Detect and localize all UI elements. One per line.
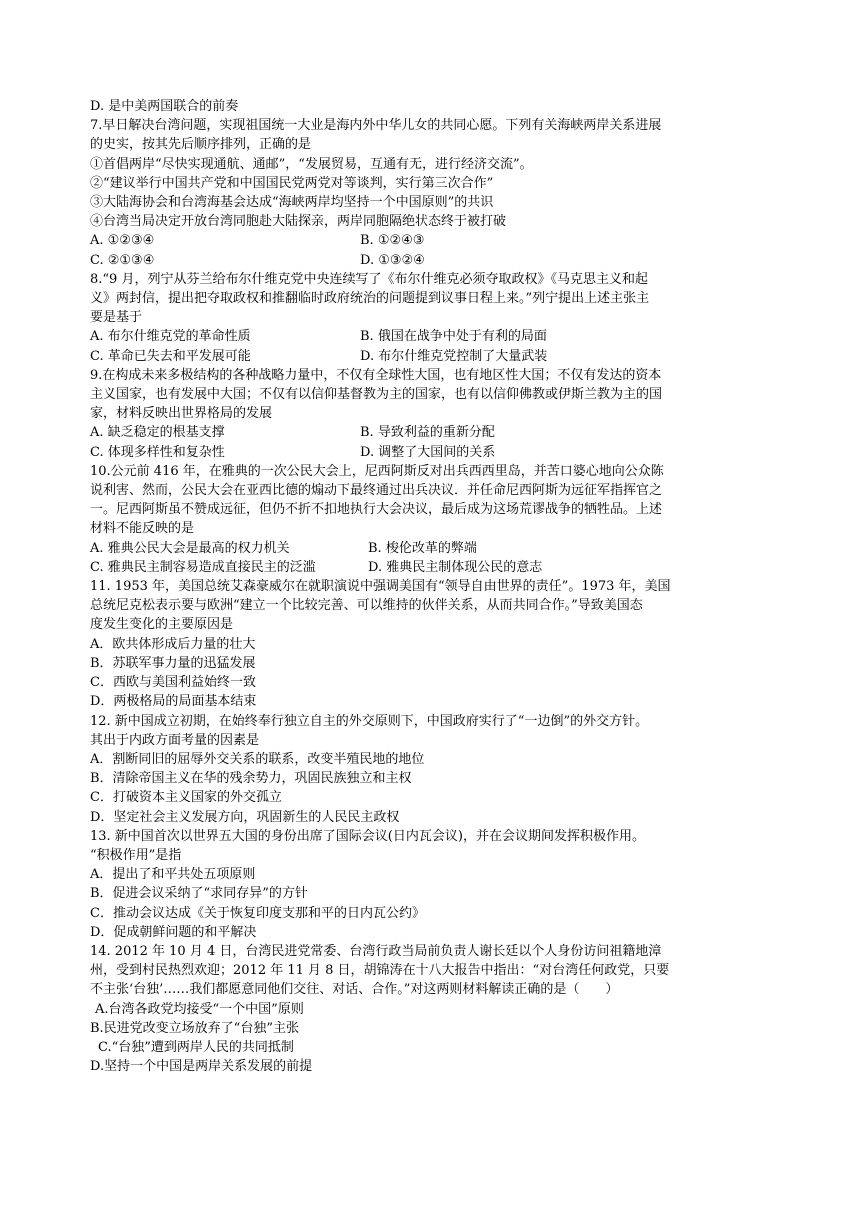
question-14 bbox=[90, 942, 770, 1076]
q12-option-d: D．坚定社会主义发展方向，巩固新生的人民民主政权 bbox=[90, 809, 400, 825]
q13-option-b: B．促进会议采纳了“求同存异”的方针 bbox=[90, 886, 308, 902]
q7-option-a: A. ①②③④ bbox=[90, 233, 155, 249]
q7-option-d: D. ①③②④ bbox=[360, 252, 425, 268]
q10-option-a: A. 雅典公民大会是最高的权力机关 bbox=[90, 540, 290, 556]
q14-option-b: B.民进党改变立场放弃了“台独”主张 bbox=[90, 1020, 299, 1036]
question-8 bbox=[90, 270, 770, 366]
q9-options-row bbox=[90, 423, 770, 442]
q8-option-d: D. 布尔什维克党控制了大量武装 bbox=[360, 348, 548, 364]
q8-options-row bbox=[90, 327, 770, 346]
q11-option-d: D．两极格局的局面基本结束 bbox=[90, 694, 257, 710]
q11-option-a: A．欧共体形成后力量的壮大 bbox=[90, 636, 256, 652]
question-13 bbox=[90, 827, 770, 942]
q7-options-row bbox=[90, 231, 770, 250]
q6-option-d: D. 是中美两国联合的前奏 bbox=[90, 99, 239, 114]
q7-option-b: B. ①②④③ bbox=[360, 233, 425, 249]
q7-stem-line: 7.早日解决台湾问题，实现祖国统一大业是海内外中华儿女的共同心愿。下列有关海峡两岸关系进展 bbox=[90, 118, 662, 134]
q14-stem-line: 14. 2012 年 10 月 4 日，台湾民进党常委、台湾行政当局前负责人谢长廷以个人身份访问祖籍地漳 bbox=[90, 943, 662, 959]
q9-option-a: A. 缺乏稳定的根基支撑 bbox=[90, 425, 225, 441]
q9-option-d: D. 调整了大国间的关系 bbox=[360, 444, 496, 460]
q9-option-c: C. 体现多样性和复杂性 bbox=[90, 444, 225, 460]
q8-option-c: C. 革命已失去和平发展可能 bbox=[90, 348, 251, 364]
q11-stem-line: 总统尼克松表示要与欧洲“建立一个比较完善、可以维持的伙伴关系，从而共同合作。”导致美国态 bbox=[90, 598, 643, 614]
q8-stem-line: 义》两封信，提出把夺取政权和推翻临时政府统治的问题提到议事日程上来。”列宁提出上述主张主 bbox=[90, 291, 650, 307]
q9-stem-line: 主义国家，也有发展中大国；不仅有以信仰基督教为主的国家，也有以信仰佛教或伊斯兰教为主的国 bbox=[90, 387, 663, 403]
q9-option-b: B. 导致利益的重新分配 bbox=[360, 425, 495, 441]
q10-options-row bbox=[90, 558, 770, 577]
q10-stem-line: 一。尼西阿斯虽不赞成远征，但仍不折不扣地执行大会决议，最后成为这场荒谬战争的牺牲品。上述 bbox=[90, 502, 663, 518]
question-7 bbox=[90, 116, 770, 270]
q10-option-c: C. 雅典民主制容易造成直接民主的泛滥 bbox=[90, 559, 316, 575]
q11-stem-line: 11. 1953 年，美国总统艾森豪威尔在就职演说中强调美国有“领导自由世界的责任”。1973 年，美国 bbox=[90, 579, 671, 595]
question-9 bbox=[90, 366, 770, 462]
q10-option-d: D. 雅典民主制体现公民的意志 bbox=[368, 559, 543, 575]
q14-stem-line: 不主张‘台独’……我们都愿意同他们交往、对话、合作。”对这两则材料解读正确的是（ ） bbox=[90, 982, 619, 998]
q10-option-b: B. 梭伦改革的弊端 bbox=[368, 540, 477, 556]
question-list bbox=[90, 97, 770, 1076]
q14-option-c: C.“台独”遭到两岸人民的共同抵制 bbox=[98, 1039, 294, 1055]
q13-stem-line: 13. 新中国首次以世界五大国的身份出席了国际会议(日内瓦会议)，并在会议期间发挥积极作用。 bbox=[90, 828, 645, 844]
q7-item-1: ①首倡两岸“尽快实现通航、通邮”，“发展贸易，互通有无，进行经济交流”。 bbox=[90, 156, 533, 172]
q7-item-2: ②“建议举行中国共产党和中国国民党两党对等谈判，实行第三次合作” bbox=[90, 175, 494, 191]
q14-option-d: D.坚持一个中国是两岸关系发展的前提 bbox=[90, 1059, 313, 1075]
question-12 bbox=[90, 712, 770, 827]
q12-option-a: A．割断同旧的屈辱外交关系的联系，改变半殖民地的地位 bbox=[90, 751, 425, 767]
q14-stem-line: 州，受到村民热烈欢迎；2012 年 11 月 8 日，胡锦涛在十八大报告中指出：“对台湾任何政党，只要 bbox=[90, 963, 670, 979]
q11-option-b: B．苏联军事力量的迅猛发展 bbox=[90, 655, 256, 671]
q12-stem-line: 其出于内政方面考量的因素是 bbox=[90, 732, 260, 748]
q13-option-c: C．推动会议达成《关于恢复印度支那和平的日内瓦公约》 bbox=[90, 905, 425, 921]
q13-option-d: D．促成朝鲜问题的和平解决 bbox=[90, 924, 257, 940]
q10-stem-line: 10.公元前 416 年，在雅典的一次公民大会上，尼西阿斯反对出兵西西里岛，并苦口婆心地向公众陈 bbox=[90, 463, 664, 479]
question-11 bbox=[90, 577, 770, 711]
q14-option-a: A.台湾各政党均接受“一个中国”原则 bbox=[95, 1001, 304, 1017]
q7-item-4: ④台湾当局决定开放台湾同胞赴大陆探亲，两岸同胞隔绝状态终于被打破 bbox=[90, 214, 507, 230]
q11-option-c: C．西欧与美国利益始终一致 bbox=[90, 675, 256, 691]
q8-option-a: A. 布尔什维克党的革命性质 bbox=[90, 329, 251, 345]
q8-option-b: B. 俄国在战争中处于有利的局面 bbox=[360, 329, 547, 345]
q9-options-row bbox=[90, 443, 770, 462]
q8-stem-line: 要是基于 bbox=[90, 310, 143, 326]
q13-stem-line: “积极作用”是指 bbox=[90, 847, 182, 863]
q8-options-row bbox=[90, 347, 770, 366]
q10-stem-line: 说利害、然而，公民大会在亚西比德的煽动下最终通过出兵决议．并任命尼西阿斯为远征军指挥官之 bbox=[90, 483, 663, 499]
q11-stem-line: 度发生变化的主要原因是 bbox=[90, 617, 234, 633]
q12-option-c: C．打破资本主义国家的外交孤立 bbox=[90, 790, 282, 806]
q12-stem-line: 12. 新中国成立初期，在始终奉行独立自主的外交原则下，中国政府实行了“一边倒”的外交方针。 bbox=[90, 713, 649, 729]
q7-stem-line: 的史实，按其先后顺序排列，正确的是 bbox=[90, 137, 312, 153]
q12-option-b: B．清除帝国主义在华的残余势力，巩固民族独立和主权 bbox=[90, 771, 412, 787]
q9-stem-line: 9.在构成未来多极结构的各种战略力量中，不仅有全球性大国，也有地区性大国；不仅有发达的资本 bbox=[90, 367, 662, 383]
q7-item-3: ③大陆海协会和台湾海基会达成“海峡两岸均坚持一个中国原则”的共识 bbox=[90, 195, 494, 211]
q13-option-a: A．提出了和平共处五项原则 bbox=[90, 867, 256, 883]
question-10 bbox=[90, 462, 770, 577]
q8-stem-line: 8.“9 月，列宁从芬兰给布尔什维克党中央连续写了《布尔什维克必须夺取政权》《马克思主义和起 bbox=[90, 271, 648, 287]
q7-option-c: C. ②①③④ bbox=[90, 252, 155, 268]
q10-options-row bbox=[90, 539, 770, 558]
q9-stem-line: 家，材料反映出世界格局的发展 bbox=[90, 406, 273, 422]
q10-stem-line: 材料不能反映的是 bbox=[90, 521, 195, 537]
q7-options-row bbox=[90, 251, 770, 270]
